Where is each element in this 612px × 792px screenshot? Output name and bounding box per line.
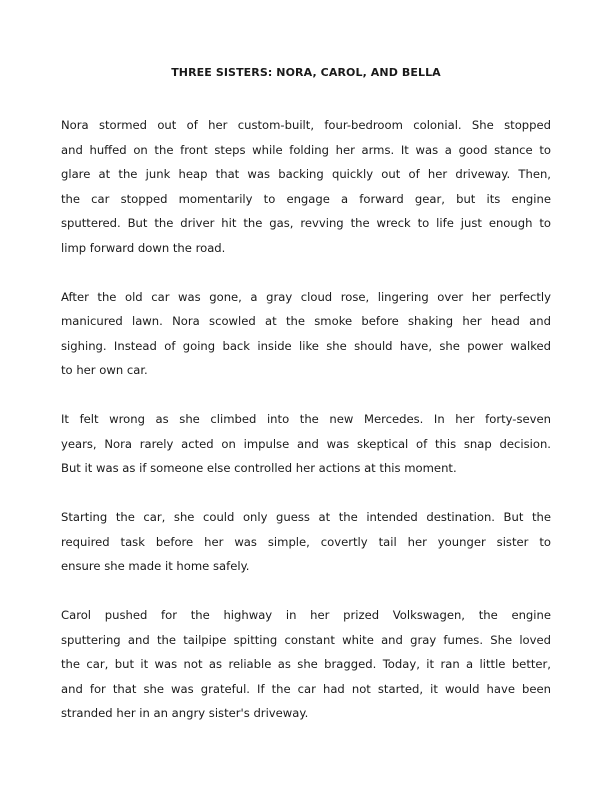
text-line: glare at the junk heap that was backing quickly out of her driveway. Then,	[61, 167, 551, 181]
text-line: Nora stormed out of her custom-built, four-bedroom colonial. She stopped	[61, 118, 551, 132]
text-line: It felt wrong as she climbed into the new Mercedes. In her forty-seven	[61, 412, 551, 426]
document-body	[61, 113, 551, 750]
text-line: stranded her in an angry sister's driveway.	[61, 706, 309, 720]
text-line: required task before her was simple, covertly tail her younger sister to	[61, 534, 551, 549]
text-line: and for that she was grateful. If the car had not started, it would have been	[61, 681, 551, 696]
text-line: sputtering and the tailpipe spitting constant white and gray fumes. She loved	[61, 632, 551, 647]
text-line: limp forward down the road.	[61, 240, 226, 255]
text-line: ensure she made it home safely.	[61, 559, 250, 573]
paragraph	[61, 505, 551, 579]
text-line: Starting the car, she could only guess at the intended destination. But the	[61, 510, 551, 524]
document-title: THREE SISTERS: NORA, CAROL, AND BELLA	[171, 66, 441, 79]
paragraph	[61, 407, 551, 481]
text-line: But it was as if someone else controlled her actions at this moment.	[61, 461, 457, 475]
text-line: After the old car was gone, a gray cloud rose, lingering over her perfectly	[61, 289, 551, 304]
text-line: years, Nora rarely acted on impulse and was skeptical of this snap decision.	[61, 436, 551, 451]
paragraph	[61, 113, 551, 260]
text-line: the car stopped momentarily to engage a forward gear, but its engine	[61, 191, 551, 206]
text-line: to her own car.	[61, 363, 148, 377]
text-line: sputtered. But the driver hit the gas, revving the wreck to life just enough to	[61, 216, 551, 230]
text-line: and huffed on the front steps while folding her arms. It was a good stance to	[61, 142, 551, 157]
text-line: the car, but it was not as reliable as she bragged. Today, it ran a little better,	[61, 657, 551, 671]
paragraph	[61, 603, 551, 726]
text-line: manicured lawn. Nora scowled at the smoke before shaking her head and	[61, 314, 551, 328]
text-line: sighing. Instead of going back inside like she should have, she power walked	[61, 338, 551, 353]
text-line: Carol pushed for the highway in her prized Volkswagen, the engine	[61, 608, 551, 622]
paragraph	[61, 285, 551, 383]
